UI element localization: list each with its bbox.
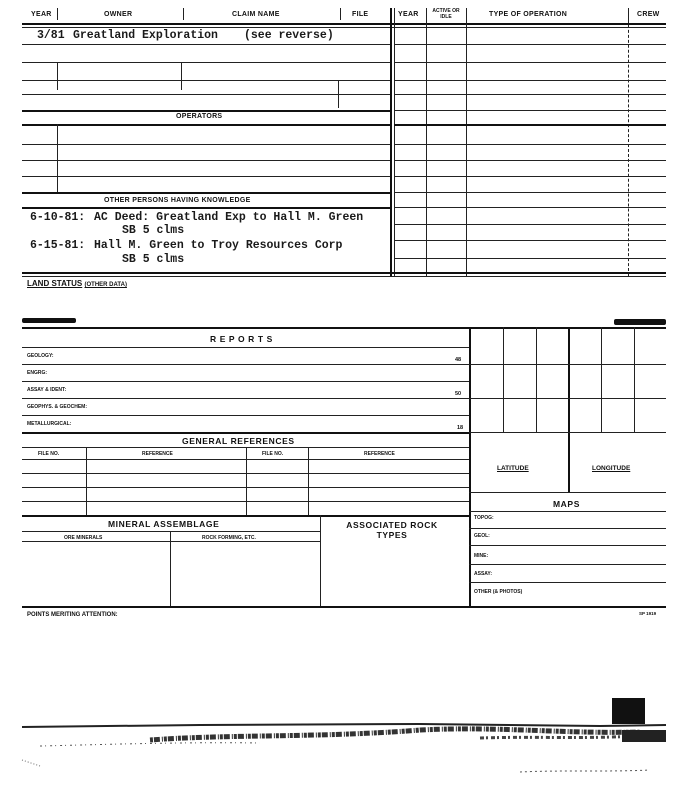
row-line — [394, 240, 666, 241]
row-line — [394, 224, 666, 225]
operators-label: OPERATORS — [176, 113, 223, 120]
row-line — [394, 144, 666, 145]
geophys-label: GEOPHYS. & GEOCHEM: — [27, 404, 88, 410]
grid-line — [568, 327, 570, 492]
row-line — [469, 528, 666, 529]
row-line — [394, 192, 666, 193]
year2-header: YEAR — [398, 11, 419, 18]
knowledge-rule — [22, 207, 390, 209]
row-line — [394, 207, 666, 208]
knowledge-rule — [22, 192, 390, 194]
active-idle-header: ACTIVE OR IDLE — [432, 8, 460, 20]
grid-line — [536, 327, 537, 432]
row-line — [469, 564, 666, 565]
file-no2-header: FILE NO. — [262, 451, 284, 457]
latitude-label: LATITUDE — [497, 465, 529, 472]
maps-topog: TOPOG: — [474, 515, 494, 521]
row-line — [394, 62, 666, 63]
column-line — [246, 447, 247, 515]
grid-line — [469, 398, 666, 399]
scan-noise — [0, 700, 678, 790]
section-divider — [390, 8, 392, 276]
grid-line — [503, 327, 504, 432]
row-line — [469, 582, 666, 583]
row-line — [22, 398, 469, 399]
row-line — [394, 94, 666, 95]
section-bottom-rule — [22, 272, 666, 274]
row-line — [22, 415, 469, 416]
header-rule-thin — [22, 27, 666, 28]
assay-label: ASSAY & IDENT: — [27, 387, 67, 393]
column-line — [86, 447, 87, 515]
land-status-sub: (OTHER DATA) — [84, 282, 127, 288]
tick — [183, 8, 184, 20]
operators-rule — [22, 124, 390, 126]
row-line — [394, 124, 666, 126]
column-line — [466, 8, 467, 276]
reports-title: R E P O R T S — [210, 334, 273, 344]
associated-rock-types: ASSOCIATED ROCK TYPES — [346, 520, 438, 540]
row-line — [22, 347, 469, 348]
type-operation-header: TYPE OF OPERATION — [489, 11, 568, 18]
row-line — [394, 258, 666, 259]
header-rule — [22, 23, 666, 25]
reports-bottom-rule — [22, 606, 666, 608]
maps-title: MAPS — [553, 499, 580, 509]
form-number: SP 1919 — [639, 611, 657, 616]
row-line — [469, 492, 666, 493]
reports-divider — [469, 327, 471, 607]
land-status — [27, 279, 127, 288]
knowledge-date-1: 6-10-81: — [30, 211, 86, 224]
column-line — [308, 447, 309, 515]
knowledge-text-1: AC Deed: Greatland Exp to Hall M. Green — [94, 211, 364, 224]
mineral-assemblage-title: MINERAL ASSEMBLAGE — [108, 519, 220, 529]
maps-assay: ASSAY: — [474, 571, 493, 577]
maps-mine: MINE: — [474, 553, 489, 559]
operators-rule — [22, 110, 390, 112]
maps-geol: GEOL: — [474, 533, 490, 539]
grid-line — [601, 327, 602, 432]
year-header: YEAR — [31, 11, 52, 18]
row-line — [394, 80, 666, 81]
owner-header: OWNER — [104, 11, 133, 18]
knowledge-text-2b: SB 5 clms — [122, 253, 185, 266]
reference-header: REFERENCE — [142, 451, 173, 457]
tick — [340, 8, 341, 20]
crew-header: CREW — [637, 11, 660, 18]
row-line — [22, 160, 390, 161]
engrg-label: ENGRG: — [27, 370, 47, 376]
row-line — [469, 511, 666, 512]
grid-line — [469, 432, 666, 433]
column-line — [57, 124, 58, 192]
general-references-title: GENERAL REFERENCES — [182, 436, 295, 446]
section-divider-thin — [394, 8, 395, 276]
row-line — [394, 110, 666, 111]
entry-owner: Greatland Exploration — [73, 29, 218, 42]
row-line — [394, 160, 666, 161]
tear-mark — [22, 318, 76, 323]
row-line — [22, 515, 469, 517]
row-line — [22, 531, 320, 532]
column-line — [57, 62, 58, 90]
ore-minerals-header: ORE MINERALS — [64, 535, 103, 541]
row-line — [22, 62, 390, 63]
column-line — [338, 80, 339, 108]
assay-num: 50 — [455, 391, 462, 397]
knowledge-text-1b: SB 5 clms — [122, 224, 185, 237]
section-bottom-rule-thin — [22, 276, 666, 277]
column-line — [320, 515, 321, 606]
knowledge-text-2: Hall M. Green to Troy Resources Corp — [94, 239, 343, 252]
metallurgical-label: METALLURGICAL: — [27, 421, 72, 427]
row-line — [22, 176, 390, 177]
rock-forming-header: ROCK FORMING, ETC. — [202, 535, 256, 541]
geology-label: GEOLOGY: — [27, 353, 54, 359]
tick — [628, 8, 629, 20]
row-line — [22, 541, 320, 542]
row-line — [22, 364, 469, 365]
reference2-header: REFERENCE — [364, 451, 395, 457]
tick — [57, 8, 58, 20]
row-line — [22, 94, 390, 95]
column-line — [170, 531, 171, 606]
geology-num: 48 — [455, 357, 462, 363]
grid-line — [634, 327, 635, 432]
grid-line — [469, 364, 666, 365]
maps-other: OTHER (& PHOTOS) — [474, 589, 523, 595]
row-line — [22, 381, 469, 382]
row-line — [394, 176, 666, 177]
file-no-header: FILE NO. — [38, 451, 60, 457]
row-line — [22, 80, 390, 81]
entry-claim: (see reverse) — [244, 29, 334, 42]
tear-mark — [614, 319, 666, 325]
row-line — [22, 44, 390, 45]
column-line — [426, 8, 427, 276]
metallurgical-num: 18 — [457, 425, 464, 431]
other-persons-label: OTHER PERSONS HAVING KNOWLEDGE — [104, 197, 251, 204]
longitude-label: LONGITUDE — [592, 465, 631, 472]
knowledge-date-2: 6-15-81: — [30, 239, 86, 252]
column-line — [628, 20, 629, 276]
file-header: FILE — [352, 11, 369, 18]
entry-year: 3/81 — [37, 29, 65, 42]
row-line — [22, 144, 390, 145]
row-line — [394, 44, 666, 45]
column-line — [181, 62, 182, 90]
row-line — [469, 545, 666, 546]
land-status-label: LAND STATUS — [27, 279, 83, 288]
points-meriting-attention: POINTS MERITING ATTENTION: — [27, 612, 118, 618]
row-line — [22, 432, 469, 434]
claim-name-header: CLAIM NAME — [232, 11, 280, 18]
